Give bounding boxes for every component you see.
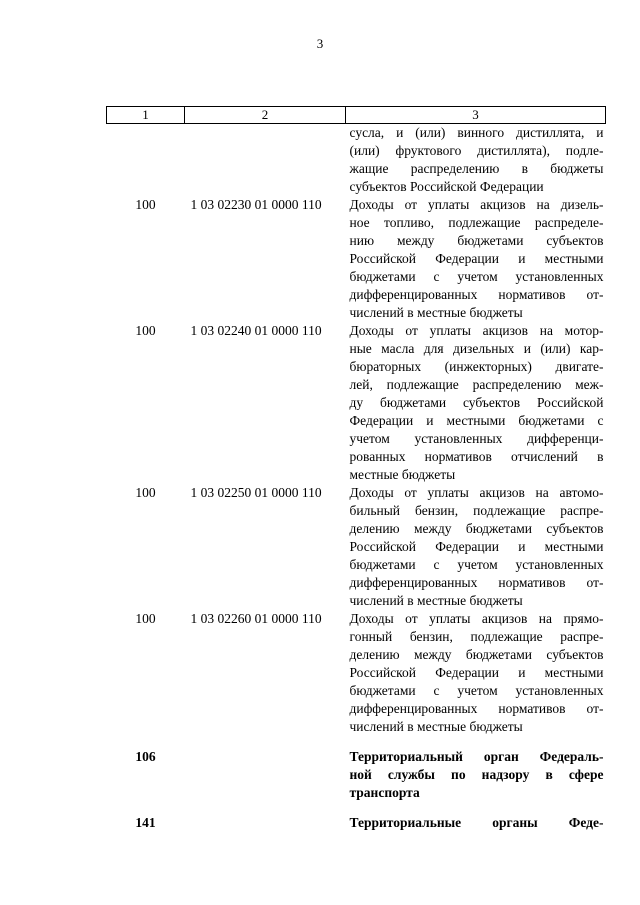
description-line: Территориальный орган Федераль- [349, 749, 604, 764]
admin-code-cell: 141 [135, 815, 156, 830]
description-line: рованных нормативов отчислений в [349, 449, 604, 464]
description-line: Российской Федерации и местными [349, 665, 604, 680]
revenue-code-cell: 1 03 02240 01 0000 110 [190, 323, 322, 338]
revenue-code-cell [185, 124, 346, 197]
revenue-code-cell [185, 748, 346, 802]
description-cell [346, 748, 606, 802]
description-cell [346, 484, 606, 610]
description-line: числений в местные бюджеты [349, 305, 523, 320]
revenue-code-cell: 1 03 02250 01 0000 110 [190, 485, 322, 500]
description-line: нию между бюджетами субъектов [349, 233, 604, 248]
admin-code-cell: 100 [135, 197, 156, 212]
description-line: бильный бензин, подлежащие распре- [349, 503, 604, 518]
description-line: бюджетами с учетом установленных [349, 683, 604, 698]
admin-code-cell: 100 [135, 323, 156, 338]
admin-code-cell: 100 [135, 485, 156, 500]
description-line: Федерации и местными бюджетами с [349, 413, 604, 428]
description-line: Территориальные органы Феде- [349, 815, 604, 830]
description-cell [346, 814, 606, 832]
description-line: транспорта [349, 785, 420, 800]
page-number: 3 [316, 36, 324, 51]
description-line: ное топливо, подлежащие распределе- [349, 215, 604, 230]
row-spacer [107, 736, 606, 748]
description-line: Российской Федерации и местными [349, 251, 604, 266]
description-line: Доходы от уплаты акцизов на автомо- [349, 485, 604, 500]
description-line: бюджетами с учетом установленных [349, 557, 604, 572]
row-spacer [107, 802, 606, 814]
description-line: ные масла для дизельных и (или) кар- [349, 341, 604, 356]
description-line: лей, подлежащие распределению меж- [349, 377, 604, 392]
description-line: бюджетами с учетом установленных [349, 269, 604, 284]
description-cell [346, 322, 606, 484]
header-col-1: 1 [107, 107, 185, 124]
header-row [107, 107, 606, 124]
description-line: ду бюджетами субъектов Российской [349, 395, 604, 410]
description-line: Российской Федерации и местными [349, 539, 604, 554]
revenue-code-cell [185, 814, 346, 832]
description-line: Доходы от уплаты акцизов на дизель- [349, 197, 604, 212]
description-line: Доходы от уплаты акцизов на мотор- [349, 323, 604, 338]
description-line: дифференцированных нормативов от- [349, 287, 604, 302]
description-line: (или) фруктового дистиллята), подле- [349, 143, 604, 158]
row-spacer-cell [107, 802, 606, 814]
description-line: Доходы от уплаты акцизов на прямо- [349, 611, 604, 626]
revenue-code-cell: 1 03 02230 01 0000 110 [190, 197, 322, 212]
description-line: делению между бюджетами субъектов [349, 521, 604, 536]
table-row [107, 610, 606, 736]
description-line: сусла, и (или) винного дистиллята, и [349, 125, 604, 140]
description-cell [346, 196, 606, 322]
table-row [107, 484, 606, 610]
table-row [107, 748, 606, 802]
description-line: бюраторных (инжекторных) двигате- [349, 359, 604, 374]
revenue-codes-table [106, 106, 606, 832]
admin-code-cell: 100 [135, 611, 156, 626]
description-line: дифференцированных нормативов от- [349, 575, 604, 590]
description-line: жащие распределению в бюджеты [349, 161, 604, 176]
table-row [107, 322, 606, 484]
admin-code-cell: 106 [135, 749, 156, 764]
description-line: местные бюджеты [349, 467, 456, 482]
description-line: гонный бензин, подлежащие распре- [349, 629, 604, 644]
header-col-2: 2 [185, 107, 346, 124]
header-col-3: 3 [346, 107, 606, 124]
table-row [107, 124, 606, 197]
admin-code-cell [107, 124, 185, 197]
description-line: дифференцированных нормативов от- [349, 701, 604, 716]
description-line: субъектов Российской Федерации [349, 179, 544, 194]
row-spacer-cell [107, 736, 606, 748]
description-line: числений в местные бюджеты [349, 593, 523, 608]
revenue-code-cell: 1 03 02260 01 0000 110 [190, 611, 322, 626]
table-row [107, 814, 606, 832]
table-row [107, 196, 606, 322]
description-line: учетом установленных дифференци- [349, 431, 604, 446]
description-line: числений в местные бюджеты [349, 719, 523, 734]
description-line: ной службы по надзору в сфере [349, 767, 604, 782]
description-cell [346, 610, 606, 736]
table-header [107, 107, 606, 124]
description-line: делению между бюджетами субъектов [349, 647, 604, 662]
table-body [107, 124, 606, 833]
description-cell [346, 124, 606, 197]
